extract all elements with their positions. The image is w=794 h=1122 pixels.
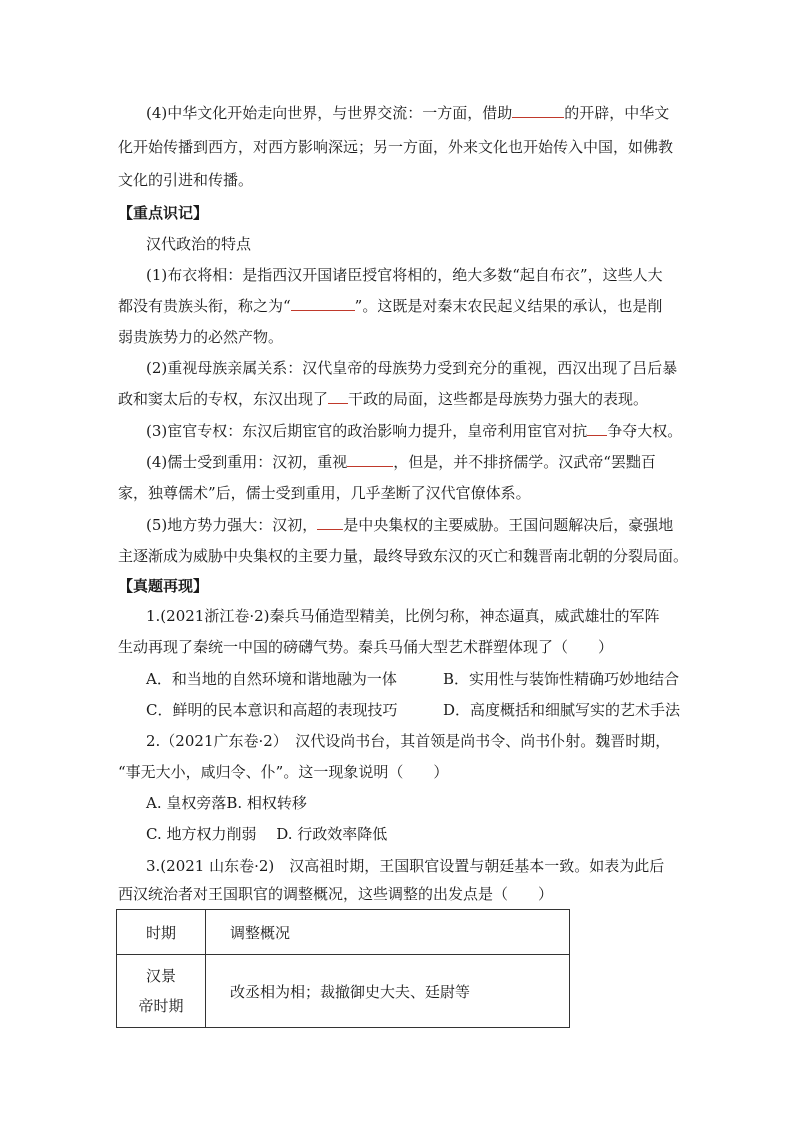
- q2-line2: “事无大小，咸归令、仆”。这一现象说明（ ）: [118, 763, 449, 781]
- para4-line2: 化开始传播到西方，对西方影响深远；另一方面，外来文化也开始传入中国，如佛教: [118, 138, 674, 156]
- q3-line1: 3.(2021 山东卷·2) 汉高祖时期，王国职官设置与朝廷基本一致。如表为此后: [146, 857, 665, 875]
- point4-line1: (4)儒士受到重用：汉初，重视 ，但是，并不排挤儒学。汉武帝“罢黜百: [146, 453, 656, 471]
- table-row: [117, 910, 570, 955]
- table-header-summary: 调整概况: [206, 910, 570, 955]
- point1-line2: 都没有贵族头衔，称之为“ ”。这既是对秦末农民起义结果的承认，也是削: [118, 297, 663, 315]
- q1-option-c[interactable]: C．鲜明的民本意识和高超的表现技巧: [146, 701, 398, 719]
- point5-line1: (5)地方势力强大：汉初， 是中央集权的主要威胁。王国问题解决后，豪强地: [146, 516, 674, 534]
- subtitle: 汉代政治的特点: [146, 235, 252, 253]
- table-row: [117, 955, 570, 1028]
- table-cell-period: 汉景 帝时期: [117, 955, 206, 1028]
- section-heading-key: 【重点识记】: [118, 204, 209, 222]
- q1-option-d[interactable]: D．高度概括和细腻写实的艺术手法: [443, 701, 681, 719]
- q2-options-ab[interactable]: A. 皇权旁落B. 相权转移: [146, 794, 307, 812]
- fill-blank[interactable]: [347, 452, 393, 467]
- q1-line1: 1.(2021浙江卷·2)秦兵马俑造型精美，比例匀称，神态逼真，威武雄壮的军阵: [146, 607, 660, 625]
- fill-blank[interactable]: [587, 421, 607, 436]
- fill-blank[interactable]: [291, 296, 355, 311]
- point2-line2: 政和窦太后的专权，东汉出现了 干政的局面，这些都是母族势力强大的表现。: [118, 390, 649, 408]
- point1-line3: 弱贵族势力的必然产物。: [118, 328, 284, 346]
- section-heading-exam: 【真题再现】: [118, 577, 209, 595]
- q1-line2: 生动再现了秦统一中国的磅礴气势。秦兵马俑大型艺术群塑体现了（ ）: [118, 638, 614, 656]
- point5-line2: 主逐渐成为威胁中央集权的主要力量，最终导致东汉的灭亡和魏晋南北朝的分裂局面。: [118, 547, 689, 565]
- q1-option-b[interactable]: B．实用性与装饰性精确巧妙地结合: [443, 670, 680, 688]
- point4-line2: 家，独尊儒术”后，儒士受到重用，几乎垄断了汉代官僚体系。: [118, 484, 531, 502]
- q2-line1: 2.（2021广东卷·2） 汉代设尚书台，其首领是尚书令、尚书仆射。魏晋时期，: [146, 732, 671, 750]
- q1-option-a[interactable]: A．和当地的自然环境和谐地融为一体: [146, 670, 397, 688]
- point2-line1: (2)重视母族亲属关系：汉代皇帝的母族势力受到充分的重视，西汉出现了吕后暴: [146, 359, 678, 377]
- fill-blank[interactable]: [317, 515, 343, 530]
- q2-options-cd[interactable]: C. 地方权力削弱 D. 行政效率降低: [146, 825, 388, 843]
- fill-blank[interactable]: [512, 103, 564, 118]
- table-header-period: 时期: [117, 910, 206, 955]
- adjustment-table: [116, 909, 570, 1028]
- q3-line2: 西汉统治者对王国职官的调整概况，这些调整的出发点是（ ）: [118, 885, 554, 903]
- para4-line1: (4)中华文化开始走向世界，与世界交流：一方面，借助 的开辟，中华文: [146, 104, 670, 122]
- fill-blank[interactable]: [328, 389, 348, 404]
- point3-line1: (3)宦官专权：东汉后期宦官的政治影响力提升，皇帝利用宦官对抗 争夺大权。: [146, 422, 683, 440]
- point1-line1: (1)布衣将相：是指西汉开国诸臣授官将相的，绝大多数“起自布衣”，这些人大: [146, 266, 663, 284]
- table-cell-summary: 改丞相为相；裁撤御史大夫、廷尉等: [206, 955, 570, 1028]
- para4-line3: 文化的引进和传播。: [118, 171, 254, 189]
